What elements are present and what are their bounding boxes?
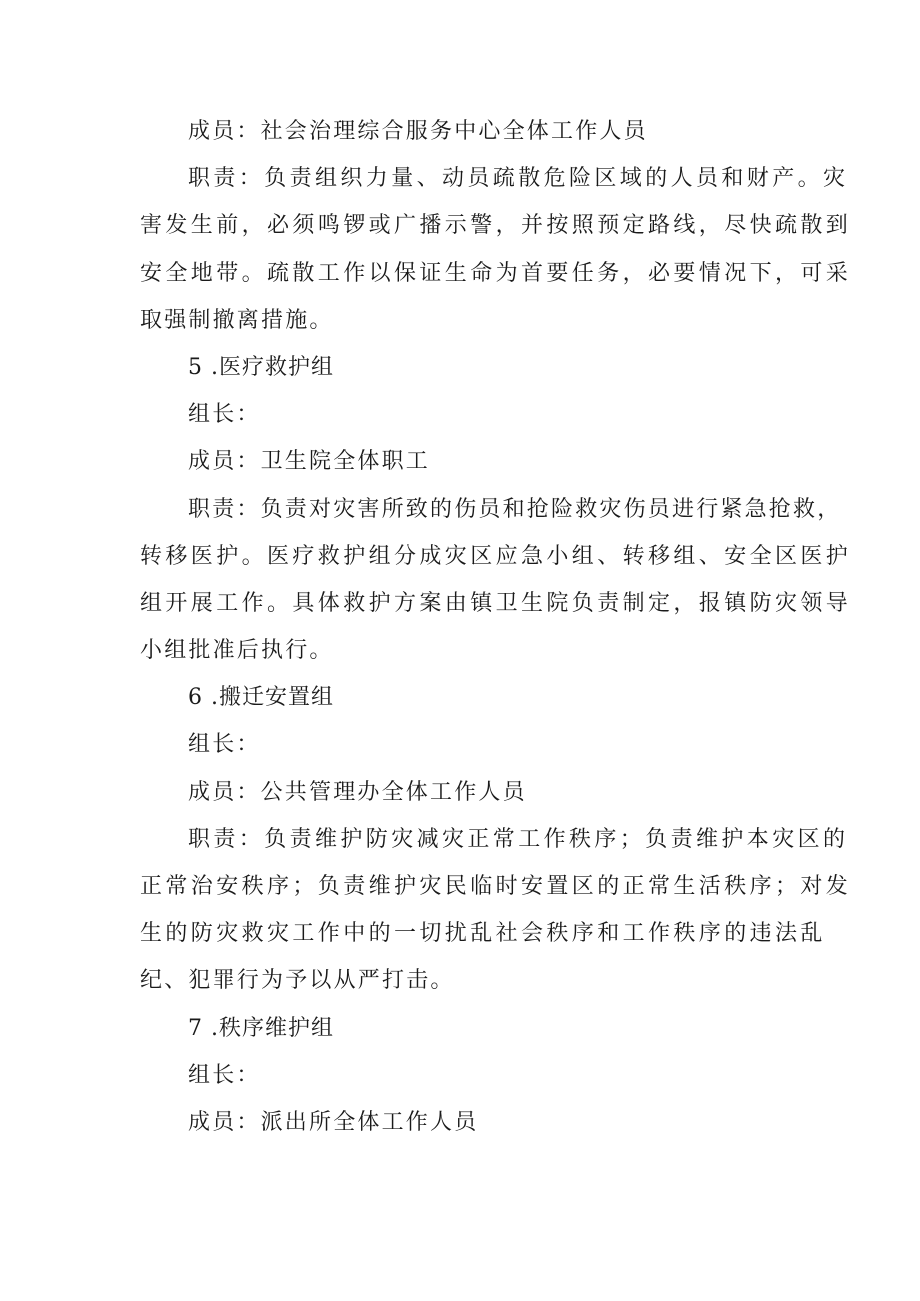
- duties-paragraph-relocation-line-4: 纪、犯罪行为予以从严打击。: [140, 968, 455, 994]
- duties-paragraph-medical-line-1: 职责：负责对灾害所致的伤员和抢险救灾伤员进行紧急抢救，: [188, 496, 842, 522]
- duties-paragraph-evacuation-line-2: 害发生前，必须鸣锣或广播示警，并按照预定路线，尽快疏散到: [140, 213, 852, 239]
- duties-paragraph-relocation-line-2: 正常治安秩序；负责维护灾民临时安置区的正常生活秩序；对发: [140, 874, 852, 899]
- duties-paragraph-relocation-line-3: 生的防灾救灾工作中的一切扰乱社会秩序和工作秩序的违法乱: [140, 921, 826, 947]
- leader-line-order: 组长：: [188, 1062, 261, 1088]
- members-line-medical: 成员：卫生院全体职工: [188, 449, 431, 475]
- leader-line-relocation: 组长：: [188, 732, 261, 758]
- duties-paragraph-medical-line-2: 转移医护。医疗救护组分成灾区应急小组、转移组、安全区医护: [140, 543, 852, 569]
- leader-line-medical: 组长：: [188, 402, 261, 428]
- section-heading-medical-rescue: 5 .医疗救护组: [188, 354, 334, 380]
- duties-paragraph-relocation-line-1: 职责：负责维护防灾减灾正常工作秩序；负责维护本灾区的: [188, 826, 849, 852]
- duties-paragraph-medical-line-3: 组开展工作。具体救护方案由镇卫生院负责制定，报镇防灾领导: [140, 590, 852, 616]
- document-body: [140, 108, 852, 1146]
- duties-paragraph-evacuation-line-4: 取强制撤离措施。: [140, 307, 334, 333]
- members-line-order: 成员：派出所全体工作人员: [188, 1109, 479, 1135]
- duties-paragraph-evacuation-line-3: 安全地带。疏散工作以保证生命为首要任务，必要情况下，可采: [140, 260, 852, 286]
- section-heading-order-maintenance: 7 .秩序维护组: [188, 1015, 334, 1041]
- duties-paragraph-evacuation-line-1: 职责：负责组织力量、动员疏散危险区域的人员和财产。灾: [188, 166, 849, 192]
- members-line-relocation: 成员：公共管理办全体工作人员: [188, 779, 527, 805]
- duties-paragraph-medical-line-4: 小组批准后执行。: [140, 638, 334, 664]
- members-line-social-governance: 成员：社会治理综合服务中心全体工作人员: [188, 119, 648, 144]
- section-heading-relocation: 6 .搬迁安置组: [188, 685, 334, 711]
